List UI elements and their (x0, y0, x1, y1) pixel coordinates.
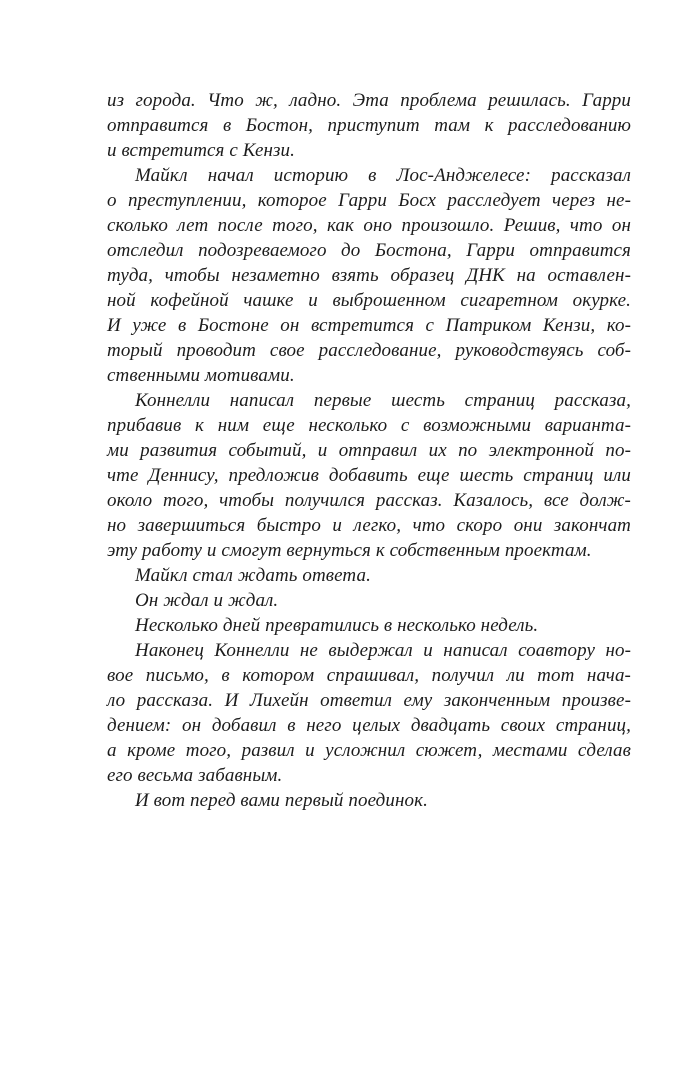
text-line: отследил подозреваемого до Бостона, Гарри отправится (107, 240, 631, 261)
text-line: а кроме того, развил и усложнил сюжет, местами сделав (107, 740, 631, 761)
text-line: эту работу и смогут вернуться к собственным проектам. (107, 540, 592, 561)
paragraph (107, 588, 631, 613)
paragraph (107, 788, 631, 813)
text-line: вое письмо, в котором спрашивал, получил ли тот нача- (107, 665, 631, 686)
text-line: Майкл стал ждать ответа. (135, 565, 371, 586)
text-line: из города. Что ж, ладно. Эта проблема решилась. Гарри (107, 90, 631, 111)
paragraph (107, 163, 631, 388)
page-text (107, 88, 631, 813)
text-line: прибавив к ним еще несколько с возможными варианта- (107, 415, 631, 436)
text-line: чте Деннису, предложив добавить еще шесть страниц или (107, 465, 631, 486)
text-line: ной кофейной чашке и выброшенном сигаретном окурке. (107, 290, 631, 311)
text-line: но завершиться быстро и легко, что скоро они закончат (107, 515, 631, 536)
text-line: Майкл начал историю в Лос-Анджелесе: рассказал (135, 165, 631, 186)
text-line: И уже в Бостоне он встретится с Патриком Кензи, ко- (107, 315, 631, 336)
text-line: его весьма забавным. (107, 765, 283, 786)
paragraph (107, 563, 631, 588)
text-line: и встретится с Кензи. (107, 140, 295, 161)
text-line: торый проводит свое расследование, руководствуясь соб- (107, 340, 631, 361)
paragraph (107, 638, 631, 788)
text-line: Коннелли написал первые шесть страниц рассказа, (135, 390, 631, 411)
paragraph (107, 388, 631, 563)
paragraph (107, 88, 631, 163)
text-line: сколько лет после того, как оно произошло. Решив, что он (107, 215, 631, 236)
text-line: дением: он добавил в него целых двадцать своих страниц, (107, 715, 631, 736)
text-line: туда, чтобы незаметно взять образец ДНК на оставлен- (107, 265, 631, 286)
text-line: Наконец Коннелли не выдержал и написал соавтору но- (135, 640, 631, 661)
text-line: около того, чтобы получился рассказ. Казалось, все долж- (107, 490, 631, 511)
text-line: ло рассказа. И Лихейн ответил ему законченным произве- (107, 690, 631, 711)
text-line: ственными мотивами. (107, 365, 295, 386)
text-line: ми развития событий, и отправил их по электронной по- (107, 440, 631, 461)
paragraph (107, 613, 631, 638)
text-line: Несколько дней превратились в несколько недель. (135, 615, 539, 636)
text-line: Он ждал и ждал. (135, 590, 279, 611)
text-line: отправится в Бостон, приступит там к расследованию (107, 115, 631, 136)
text-line: И вот перед вами первый поединок. (135, 790, 428, 811)
text-line: о преступлении, которое Гарри Босх расследует через не- (107, 190, 631, 211)
